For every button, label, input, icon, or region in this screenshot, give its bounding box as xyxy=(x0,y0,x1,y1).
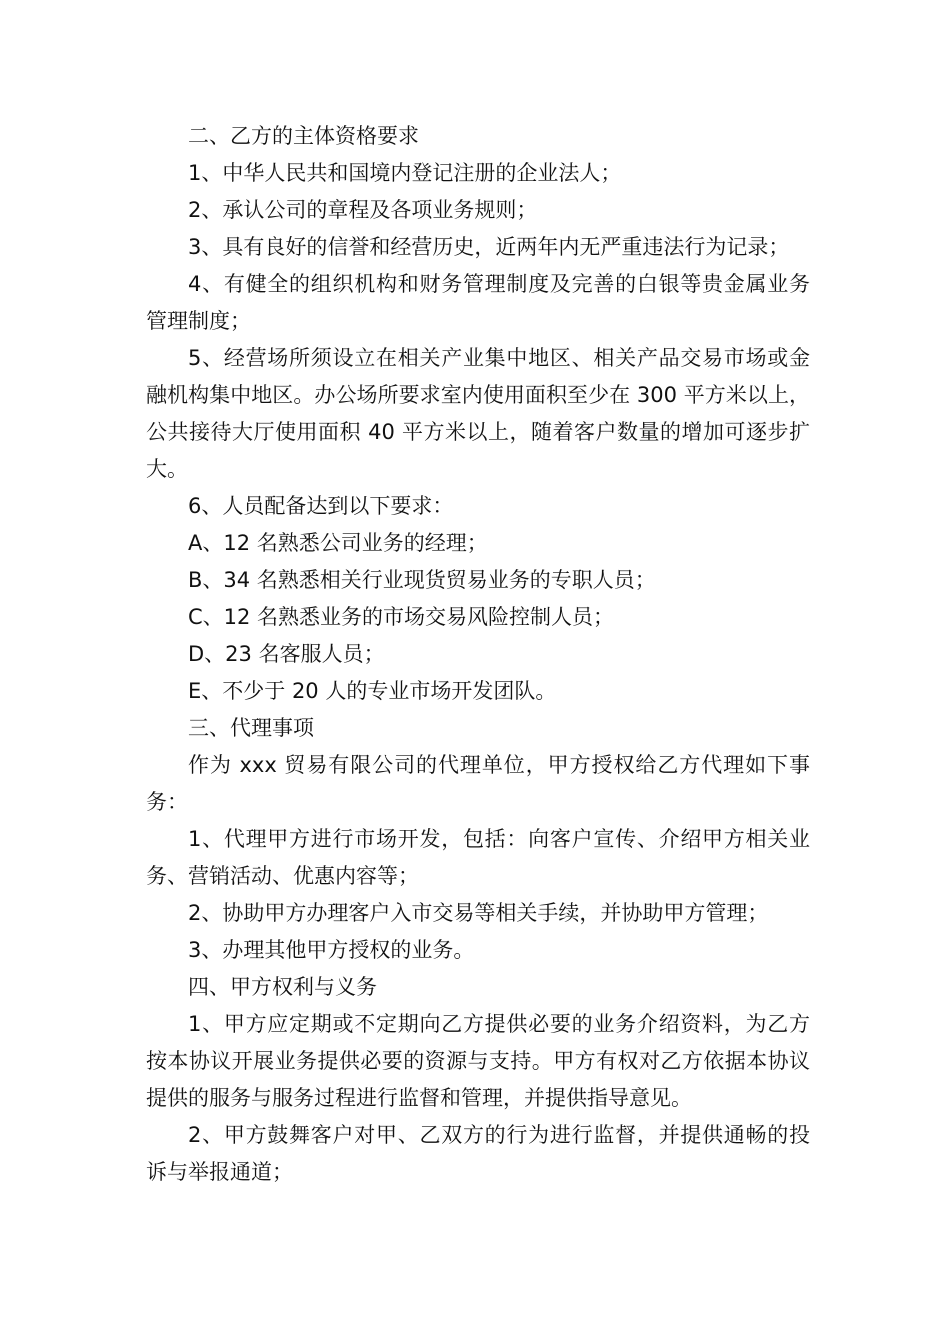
section-heading: 四、甲方权利与义务 xyxy=(188,975,377,999)
list-item: B、34 名熟悉相关行业现货贸易业务的专职人员； xyxy=(188,568,656,592)
paragraph: 1、代理甲方进行市场开发，包括：向客户宣传、介绍甲方相关业务、营销活动、优惠内容等； xyxy=(146,827,810,888)
list-item: E、不少于 20 人的专业市场开发团队。 xyxy=(188,679,557,703)
list-item: A、12 名熟悉公司业务的经理； xyxy=(188,531,488,555)
list-item: D、23 名客服人员； xyxy=(188,642,385,666)
document-body xyxy=(146,118,810,1191)
paragraph: 1、中华人民共和国境内登记注册的企业法人； xyxy=(188,161,622,185)
paragraph: 4、有健全的组织机构和财务管理制度及完善的白银等贵金属业务管理制度； xyxy=(146,272,810,333)
paragraph: 5、经营场所须设立在相关产业集中地区、相关产品交易市场或金融机构集中地区。办公场所要求室内使用面积至少在 300 平方米以上，公共接待大厅使用面积 40 平方米以上，随着客户数量的增加可逐步扩大。 xyxy=(146,346,810,481)
paragraph: 2、承认公司的章程及各项业务规则； xyxy=(188,198,538,222)
paragraph: 1、甲方应定期或不定期向乙方提供必要的业务介绍资料，为乙方按本协议开展业务提供必要的资源与支持。甲方有权对乙方依据本协议提供的服务与服务过程进行监督和管理，并提供指导意见。 xyxy=(146,1012,810,1110)
paragraph: 作为 xxx 贸易有限公司的代理单位，甲方授权给乙方代理如下事务： xyxy=(146,753,810,814)
paragraph: 3、具有良好的信誉和经营历史，近两年内无严重违法行为记录； xyxy=(188,235,790,259)
paragraph: 3、办理其他甲方授权的业务。 xyxy=(188,938,475,962)
paragraph: 2、甲方鼓舞客户对甲、乙双方的行为进行监督，并提供通畅的投诉与举报通道； xyxy=(146,1123,810,1184)
section-heading: 三、代理事项 xyxy=(188,716,314,740)
paragraph: 2、协助甲方办理客户入市交易等相关手续，并协助甲方管理； xyxy=(188,901,769,925)
list-item: C、12 名熟悉业务的市场交易风险控制人员； xyxy=(188,605,615,629)
section-heading: 二、乙方的主体资格要求 xyxy=(188,124,419,148)
paragraph: 6、人员配备达到以下要求： xyxy=(188,494,454,518)
